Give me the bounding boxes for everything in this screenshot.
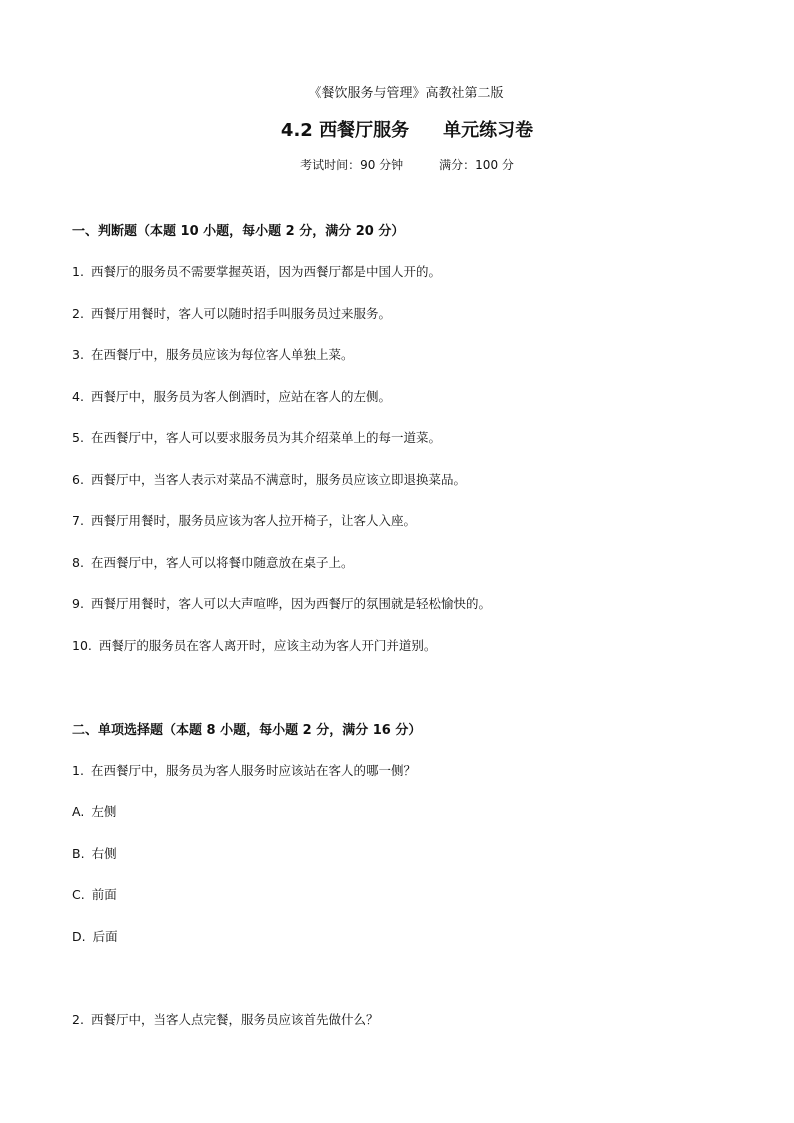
section2-heading: 二、单项选择题（本题 8 小题，每小题 2 分，满分 16 分） <box>72 723 422 738</box>
question-text: 在西餐厅中，服务员应该为每位客人单独上菜。 <box>90 347 354 362</box>
tf-question-3 <box>72 345 353 363</box>
mc-question-1 <box>72 761 416 779</box>
tf-question-10 <box>72 636 436 654</box>
tf-question-1 <box>72 262 441 280</box>
question-number: 6. <box>72 472 84 487</box>
tf-question-9 <box>72 594 491 612</box>
question-number: 1. <box>72 264 84 279</box>
tf-question-4 <box>72 387 391 405</box>
document-title <box>0 116 794 142</box>
exam-time: 考试时间：90 分钟 <box>300 158 404 172</box>
document-subtitle: 《餐饮服务与管理》高教社第二版 <box>308 86 504 101</box>
option-text: 左侧 <box>91 804 117 819</box>
question-text: 在西餐厅中，客人可以要求服务员为其介绍菜单上的每一道菜。 <box>90 430 441 445</box>
option-text: 右侧 <box>91 846 117 861</box>
question-number: 5. <box>72 430 84 445</box>
question-text: 西餐厅用餐时，客人可以随时招手叫服务员过来服务。 <box>90 306 391 321</box>
title-chapter: 4.2 西餐厅服务 <box>280 120 410 141</box>
question-number: 3. <box>72 347 84 362</box>
question-text: 西餐厅的服务员在客人离开时，应该主动为客人开门并道别。 <box>98 638 437 653</box>
option-a <box>72 802 116 820</box>
option-label: A. <box>72 804 85 819</box>
question-number: 2. <box>72 306 84 321</box>
question-text: 在西餐厅中，客人可以将餐巾随意放在桌子上。 <box>90 555 354 570</box>
option-label: B. <box>72 846 85 861</box>
question-text: 西餐厅用餐时，客人可以大声喧哗，因为西餐厅的氛围就是轻松愉快的。 <box>90 596 491 611</box>
question-text: 西餐厅用餐时，服务员应该为客人拉开椅子，让客人入座。 <box>90 513 416 528</box>
section1-heading: 一、判断题（本题 10 小题，每小题 2 分，满分 20 分） <box>72 224 405 239</box>
exam-info <box>0 156 794 173</box>
tf-question-8 <box>72 553 353 571</box>
tf-question-6 <box>72 470 466 488</box>
title-type: 单元练习卷 <box>443 120 534 141</box>
tf-question-7 <box>72 511 416 529</box>
question-number: 2. <box>72 1012 84 1027</box>
question-number: 8. <box>72 555 84 570</box>
full-score: 满分：100 分 <box>439 158 514 172</box>
mc-question-2 <box>72 1010 378 1028</box>
question-number: 1. <box>72 763 84 778</box>
tf-question-5 <box>72 428 441 446</box>
question-text: 西餐厅中，当客人表示对菜品不满意时，服务员应该立即退换菜品。 <box>90 472 466 487</box>
question-number: 9. <box>72 596 84 611</box>
option-text: 后面 <box>92 929 118 944</box>
question-number: 4. <box>72 389 84 404</box>
question-number: 7. <box>72 513 84 528</box>
option-label: C. <box>72 887 85 902</box>
question-text: 西餐厅中，当客人点完餐，服务员应该首先做什么？ <box>90 1012 379 1027</box>
option-label: D. <box>72 929 86 944</box>
question-text: 西餐厅的服务员不需要掌握英语，因为西餐厅都是中国人开的。 <box>90 264 441 279</box>
option-c <box>72 885 117 903</box>
option-d <box>72 927 118 945</box>
question-number: 10. <box>72 638 92 653</box>
question-text: 在西餐厅中，服务员为客人服务时应该站在客人的哪一侧？ <box>90 763 416 778</box>
option-text: 前面 <box>91 887 117 902</box>
tf-question-2 <box>72 304 391 322</box>
question-text: 西餐厅中，服务员为客人倒酒时，应站在客人的左侧。 <box>90 389 391 404</box>
option-b <box>72 844 117 862</box>
